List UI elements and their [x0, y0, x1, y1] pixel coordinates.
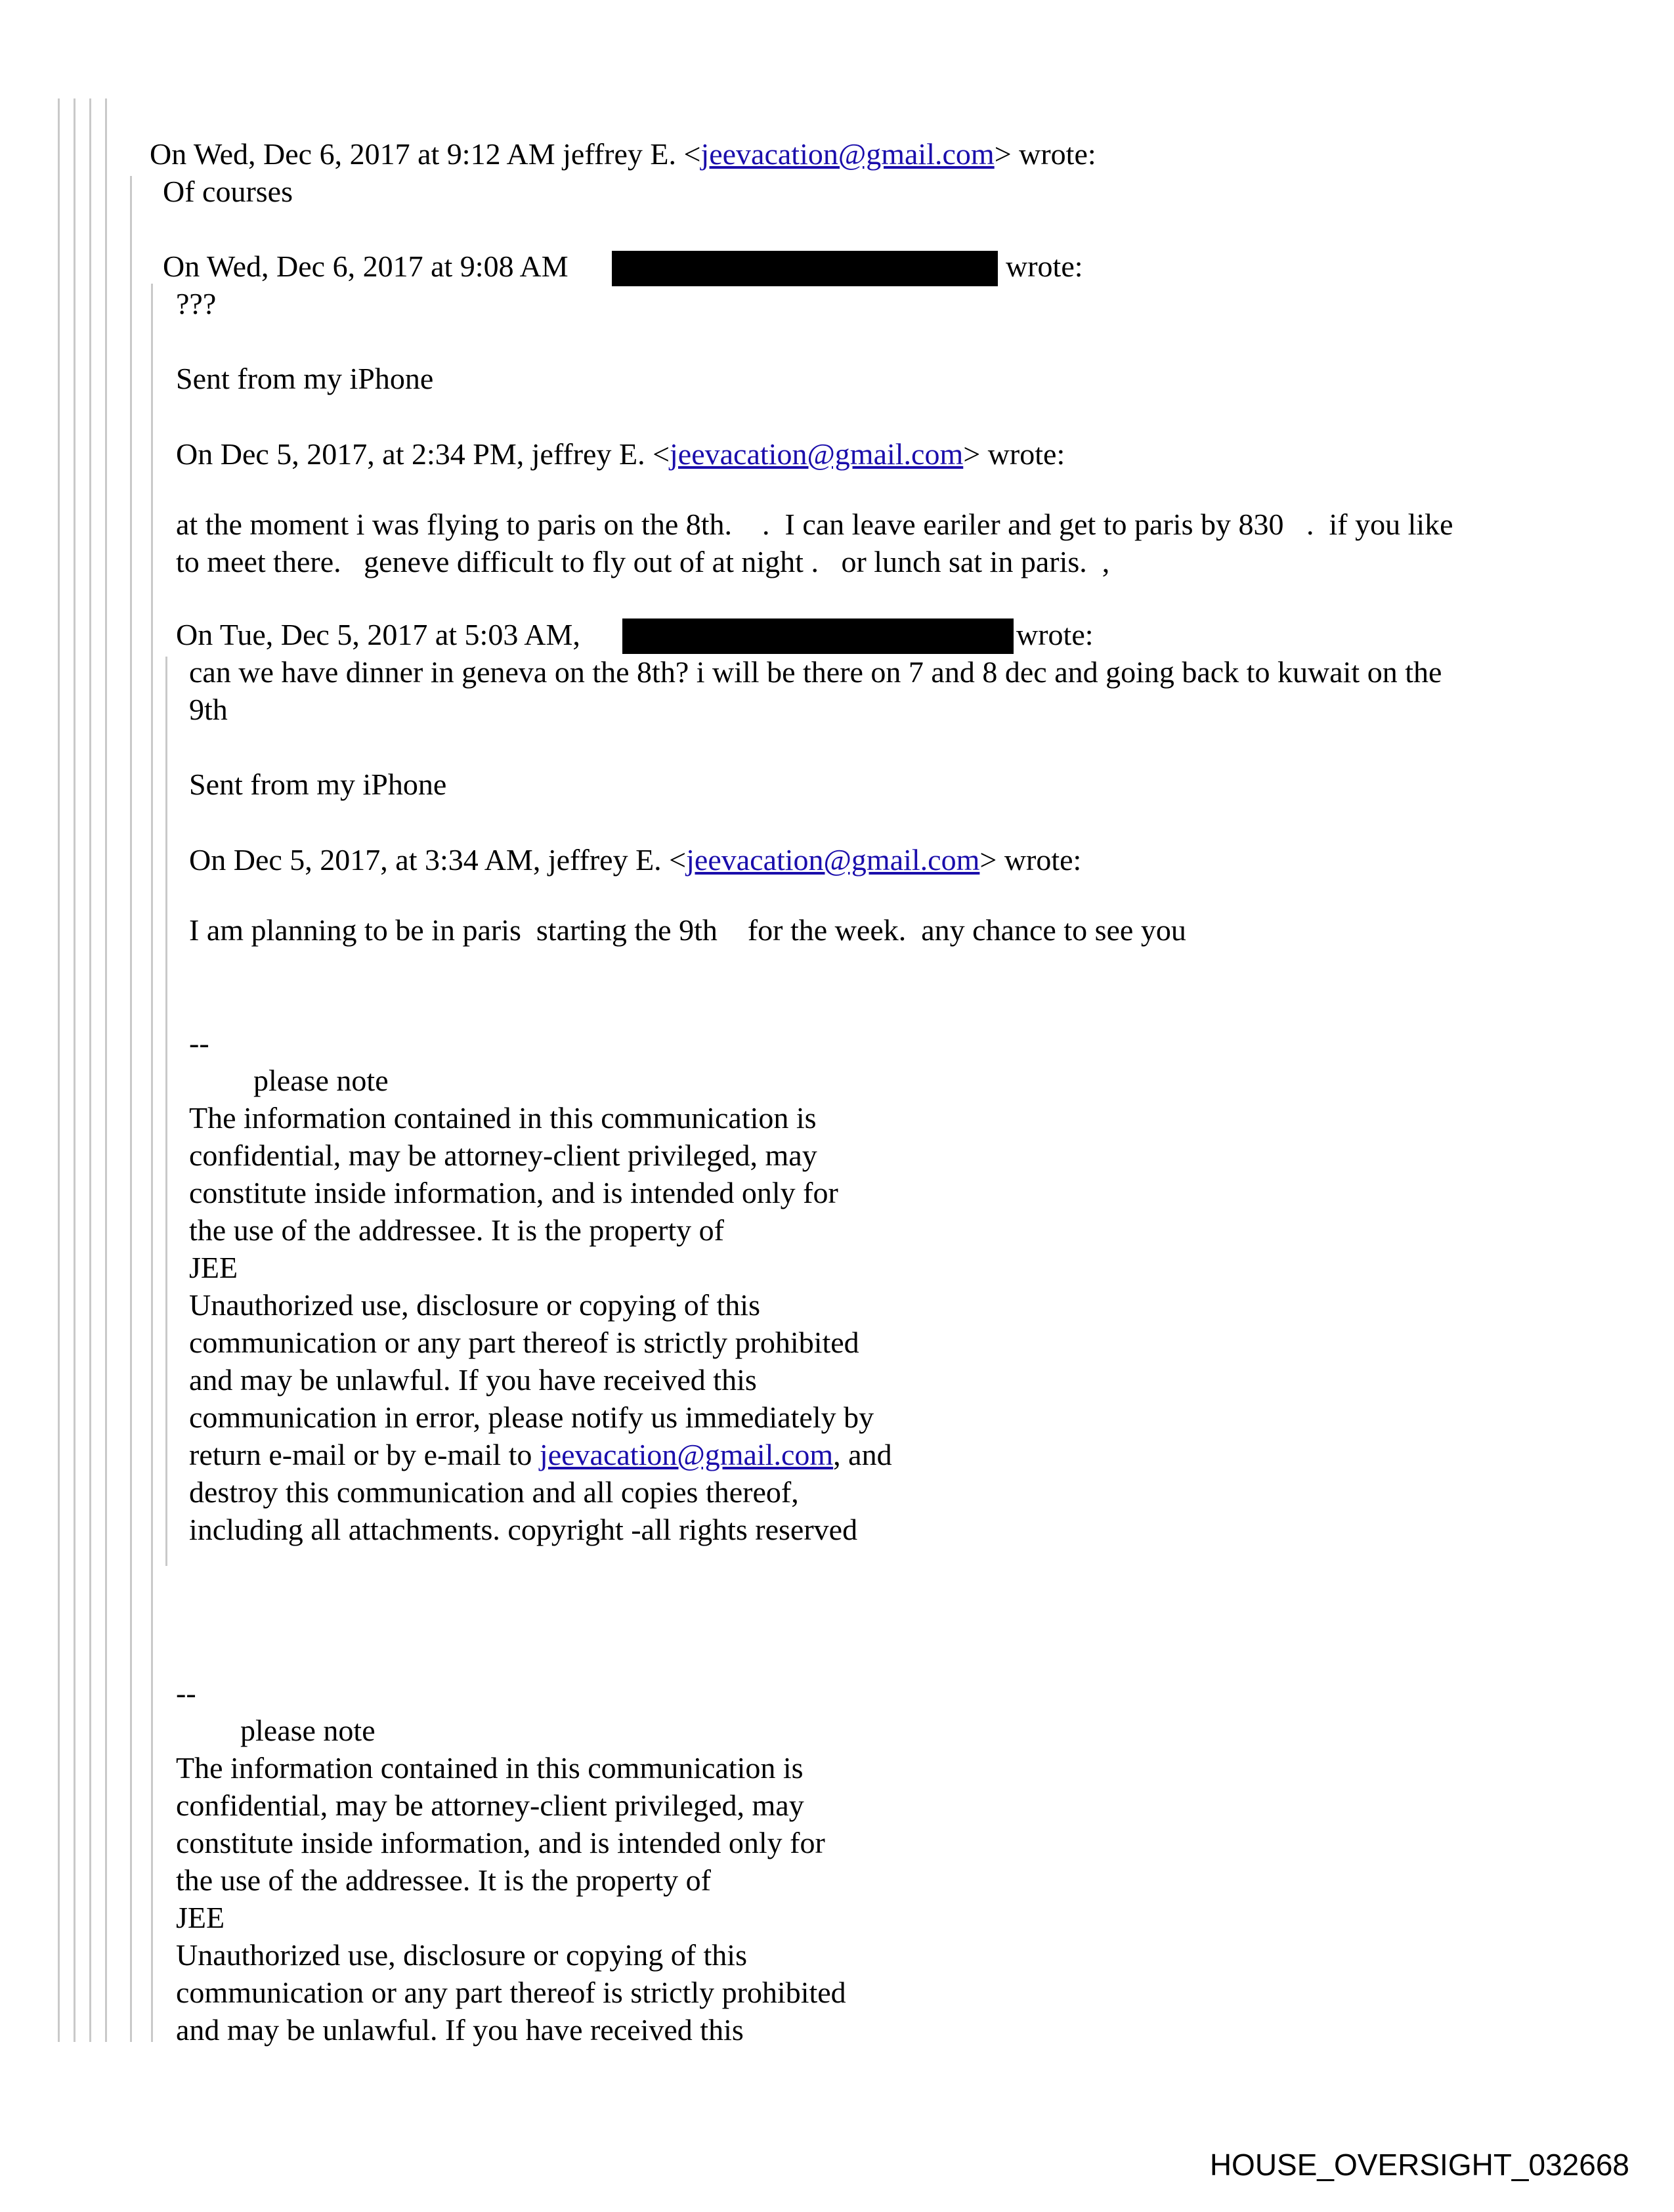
- signature-dashes: --: [176, 1676, 196, 1710]
- quote-bar: [130, 176, 132, 2042]
- disclaimer-line: and may be unlawful. If you have received this: [189, 1363, 757, 1397]
- disclaimer-line: JEE: [176, 1901, 225, 1934]
- disclaimer-line: The information contained in this communication is: [189, 1101, 817, 1135]
- email-header-suffix: wrote:: [1016, 618, 1094, 651]
- email-body-line: can we have dinner in geneva on the 8th? i will be there on 7 and 8 dec and going back to kuwait on the: [189, 655, 1442, 689]
- disclaimer-line: the use of the addressee. It is the property of: [176, 1863, 711, 1897]
- disclaimer-line: constitute inside information, and is intended only for: [189, 1176, 838, 1209]
- quote-bar: [58, 98, 60, 2042]
- quote-bar: [151, 284, 153, 2042]
- email-link[interactable]: jeevacation@gmail.com: [670, 437, 964, 471]
- quote-bar: [89, 98, 91, 2042]
- email-body-line: Sent from my iPhone: [176, 362, 434, 395]
- signature-dashes: --: [189, 1026, 209, 1060]
- email-header: On Wed, Dec 6, 2017 at 9:12 AM jeffrey E. <jeevacation@gmail.com> wrote:: [150, 137, 1096, 171]
- disclaimer-line: constitute inside information, and is intended only for: [176, 1826, 825, 1859]
- disclaimer-line: the use of the addressee. It is the property of: [189, 1213, 724, 1247]
- email-body-line: ???: [176, 287, 217, 320]
- disclaimer-line: communication or any part thereof is strictly prohibited: [189, 1326, 859, 1359]
- bates-number: HOUSE_OVERSIGHT_032668: [1209, 2148, 1629, 2182]
- email-body-line: Of courses: [163, 175, 293, 208]
- redaction-box: [622, 618, 1014, 654]
- email-body-line: Sent from my iPhone: [189, 768, 447, 801]
- disclaimer-line: confidential, may be attorney-client privileged, may: [176, 1789, 804, 1822]
- disclaimer-line: Unauthorized use, disclosure or copying of this: [189, 1288, 760, 1322]
- email-body-line: to meet there. geneve difficult to fly out of at night . or lunch sat in paris. ,: [176, 545, 1110, 578]
- quote-bar: [105, 98, 107, 2042]
- email-link[interactable]: jeevacation@gmail.com: [700, 137, 995, 171]
- signature-note: please note: [253, 1064, 389, 1097]
- disclaimer-line: communication in error, please notify us immediately by: [189, 1400, 874, 1434]
- disclaimer-line: communication or any part thereof is strictly prohibited: [176, 1976, 846, 2009]
- disclaimer-line: including all attachments. copyright -all rights reserved: [189, 1513, 858, 1546]
- redaction-box: [612, 251, 998, 286]
- email-link[interactable]: jeevacation@gmail.com: [539, 1438, 834, 1471]
- email-header: On Wed, Dec 6, 2017 at 9:08 AM: [163, 249, 576, 283]
- quote-bar: [74, 98, 75, 2042]
- email-header: On Dec 5, 2017, at 3:34 AM, jeffrey E. <jeevacation@gmail.com> wrote:: [189, 843, 1082, 877]
- email-body-line: 9th: [189, 693, 228, 726]
- disclaimer-line: The information contained in this communication is: [176, 1751, 804, 1785]
- disclaimer-line: and may be unlawful. If you have received this: [176, 2013, 744, 2047]
- disclaimer-line: JEE: [189, 1251, 238, 1284]
- disclaimer-line: confidential, may be attorney-client privileged, may: [189, 1139, 817, 1172]
- signature-note: please note: [240, 1714, 376, 1747]
- email-body-line: I am planning to be in paris starting the 9th for the week. any chance to see you: [189, 913, 1186, 947]
- email-header: On Dec 5, 2017, at 2:34 PM, jeffrey E. <jeevacation@gmail.com> wrote:: [176, 437, 1065, 471]
- email-header: On Tue, Dec 5, 2017 at 5:03 AM,: [176, 618, 588, 651]
- email-body-line: at the moment i was flying to paris on the 8th. . I can leave eariler and get to paris by 830 . if you like: [176, 508, 1453, 541]
- email-header-suffix: wrote:: [1006, 249, 1083, 283]
- quote-bar: [165, 657, 167, 1566]
- disclaimer-line: destroy this communication and all copies thereof,: [189, 1475, 799, 1509]
- email-link[interactable]: jeevacation@gmail.com: [686, 843, 980, 877]
- disclaimer-line: return e-mail or by e-mail to jeevacation@gmail.com, and: [189, 1438, 892, 1471]
- disclaimer-line: Unauthorized use, disclosure or copying of this: [176, 1938, 747, 1972]
